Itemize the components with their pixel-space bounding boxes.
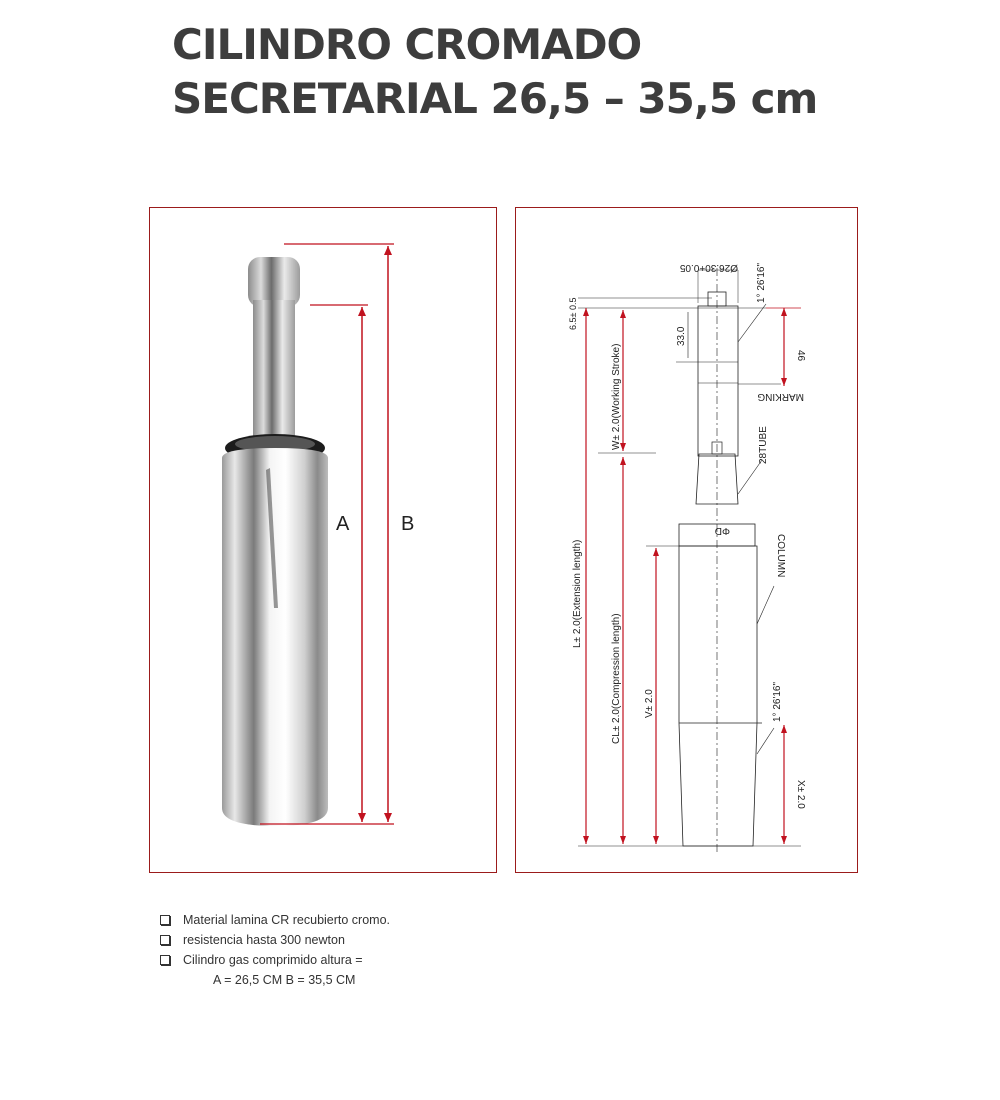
dim-46-label: 46 xyxy=(795,350,806,362)
feature-text: Material lamina CR recubierto cromo. xyxy=(183,913,391,927)
feature-list xyxy=(160,910,390,990)
technical-drawing-panel xyxy=(515,207,858,873)
list-item xyxy=(160,910,390,930)
label-b: B xyxy=(401,513,415,535)
dim-33-label: 33.0 xyxy=(676,326,687,346)
title-line-1: CILINDRO CROMADO xyxy=(172,20,642,69)
working-stroke-label: W± 2.0(Working Stroke) xyxy=(611,343,622,450)
feature-text: resistencia hasta 300 newton xyxy=(183,933,345,947)
od-label: ΦD xyxy=(714,525,730,536)
feature-continuation: A = 26,5 CM B = 35,5 CM xyxy=(213,973,356,987)
marking-label: MARKING xyxy=(757,391,804,402)
page-title xyxy=(172,18,817,126)
angle-bottom-label: 1° 26'16" xyxy=(772,681,783,722)
v-label: V± 2.0 xyxy=(644,689,655,718)
tube-label: 28TUBE xyxy=(758,426,769,464)
piston-rod xyxy=(253,300,295,446)
checkbox-icon xyxy=(160,955,170,965)
extension-label: L± 2.0(Extension length) xyxy=(572,539,583,648)
cylinder-body xyxy=(222,448,328,826)
checkbox-icon xyxy=(160,935,170,945)
product-photo-panel xyxy=(149,207,497,873)
list-item xyxy=(160,950,390,990)
technical-drawing xyxy=(516,208,857,872)
piston-cap xyxy=(248,257,300,307)
rod xyxy=(698,306,738,456)
title-line-2: SECRETARIAL 26,5 – 35,5 cm xyxy=(172,74,818,123)
top-diameter-label: Ø26.30+0.05 xyxy=(679,262,738,273)
cylinder-photo xyxy=(150,208,496,872)
label-a: A xyxy=(336,513,350,535)
column-label: COLUMN xyxy=(775,534,786,578)
list-item xyxy=(160,930,390,950)
offset-label: 6.5± 0.5 xyxy=(568,297,578,330)
column-body xyxy=(679,546,757,846)
feature-text: Cilindro gas comprimido altura = xyxy=(183,953,363,967)
angle-top-label: 1° 26'16" xyxy=(756,262,767,303)
x-label: X± 2.0 xyxy=(795,780,806,809)
compression-label: CL± 2.0(Compression length) xyxy=(611,613,622,744)
checkbox-icon xyxy=(160,915,170,925)
